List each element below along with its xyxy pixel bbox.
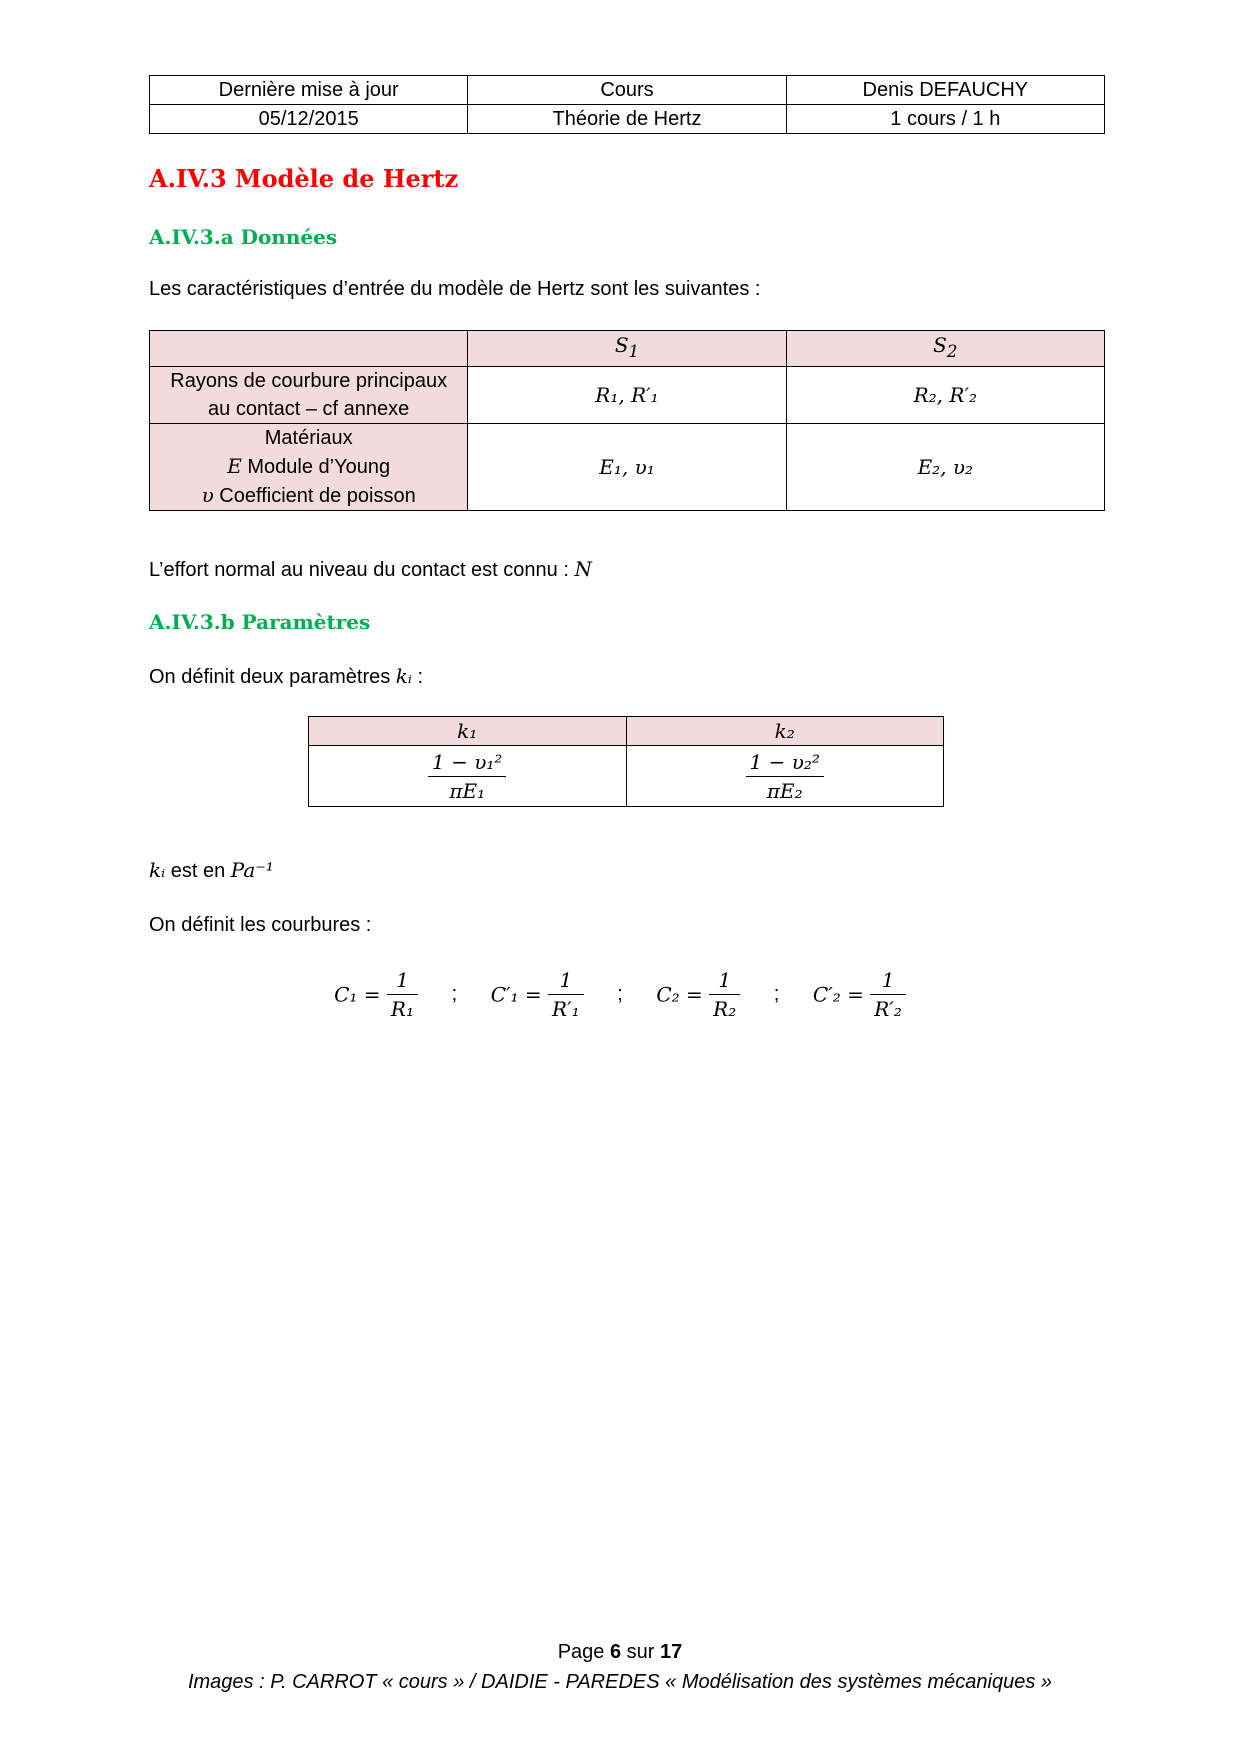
input-data-table — [149, 330, 1105, 511]
equation-lhs: C₂ = — [656, 982, 703, 1007]
table-header-row — [150, 331, 1105, 367]
header-cell: Denis DEFAUCHY — [786, 76, 1104, 105]
fraction-denominator: R₂ — [713, 997, 737, 1021]
equation-lhs: C₁ = — [334, 982, 381, 1007]
unit-value: Pa⁻¹ — [230, 858, 274, 882]
col-header-s2 — [786, 331, 1104, 367]
params-intro-paragraph — [149, 664, 423, 689]
header-cell: Cours — [468, 76, 786, 105]
curvature-equation — [656, 966, 740, 1023]
k-parameters-table — [308, 716, 944, 807]
equation-lhs: C′₁ = — [490, 982, 542, 1007]
cell-materials-s1 — [468, 424, 786, 511]
row-label-line: Matériaux — [264, 427, 353, 449]
header-cell: Théorie de Hertz — [468, 105, 786, 134]
fraction-denominator: R₁ — [390, 997, 414, 1021]
unit-paragraph — [149, 858, 274, 883]
col-header-s2-sym: S — [933, 333, 947, 357]
cell-materials-s2 — [786, 424, 1104, 511]
header-table — [149, 75, 1105, 134]
row-label-line: Rayons de courbure principaux — [170, 370, 448, 392]
unit-text: est en — [165, 860, 231, 882]
equation-fraction — [709, 966, 740, 1023]
effort-paragraph — [149, 557, 592, 582]
k1-fraction — [428, 748, 506, 805]
k1-denominator: πE₁ — [449, 778, 486, 803]
equation-fraction — [870, 966, 906, 1023]
k1-label: k₁ — [457, 718, 478, 743]
header-cell: Dernière mise à jour — [150, 76, 468, 105]
fraction-numerator: 1 — [548, 966, 584, 995]
young-label: Module d’Young — [241, 456, 391, 478]
page-mid: sur — [621, 1641, 661, 1663]
footer-credits: Images : P. CARROT « cours » / DAIDIE - PAREDES « Modélisation des systèmes mécaniques » — [187, 1671, 1053, 1693]
page-prefix: Page — [557, 1641, 610, 1663]
params-intro-symbol: kᵢ — [395, 664, 412, 688]
equation-separator: ; — [451, 983, 458, 1005]
col-header-s1-sub: 1 — [628, 342, 640, 361]
col-header-s2-sub: 2 — [946, 342, 958, 361]
curvature-equation — [491, 966, 584, 1023]
section-title: A.IV.3 Modèle de Hertz — [149, 164, 459, 193]
cell-radii-s1 — [468, 367, 786, 424]
equation-fraction — [387, 966, 418, 1023]
table-row — [150, 424, 1105, 511]
poisson-symbol: υ — [201, 483, 214, 507]
table-header-row — [309, 717, 944, 746]
table-row — [150, 367, 1105, 424]
curvatures-intro: On définit les courbures : — [149, 914, 372, 936]
fraction-numerator: 1 — [870, 966, 906, 995]
col-header-s1-sym: S — [614, 333, 629, 357]
cell-radii-s2 — [786, 367, 1104, 424]
equation-fraction — [548, 966, 584, 1023]
fraction-numerator: 1 — [709, 966, 740, 995]
unit-symbol: kᵢ — [149, 858, 166, 882]
equation-lhs: C′₂ = — [812, 982, 864, 1007]
radii-s1-value: R₁, R′₁ — [595, 382, 659, 407]
current-page: 6 — [609, 1641, 622, 1663]
fraction-denominator: R′₂ — [874, 997, 902, 1021]
row-label-line — [150, 452, 467, 481]
fraction-numerator: 1 — [387, 966, 418, 995]
curvature-equation — [813, 966, 906, 1023]
params-intro-end: : — [411, 666, 424, 688]
materials-s1-value: E₁, υ₁ — [599, 454, 655, 479]
header-row — [150, 105, 1105, 134]
col-header-k2 — [626, 717, 944, 746]
col-header-s1 — [468, 331, 786, 367]
effort-text: L’effort normal au niveau du contact est connu : — [149, 559, 575, 581]
poisson-label: Coefficient de poisson — [213, 485, 416, 507]
k1-numerator: 1 − υ₁² — [428, 748, 506, 777]
header-cell: 05/12/2015 — [150, 105, 468, 134]
row-label-radii — [150, 367, 468, 424]
fraction-denominator: R′₁ — [552, 997, 580, 1021]
radii-s2-value: R₂, R′₂ — [913, 382, 978, 407]
equation-separator: ; — [773, 983, 780, 1005]
cell-k1-formula — [309, 746, 627, 807]
row-label-line: au contact – cf annexe — [208, 398, 410, 420]
subsection-title-b: A.IV.3.b Paramètres — [149, 610, 371, 634]
empty-header-cell — [150, 331, 468, 367]
k2-label: k₂ — [774, 718, 795, 743]
row-label-materials — [150, 424, 468, 511]
subsection-title-a: A.IV.3.a Données — [149, 225, 338, 249]
cell-k2-formula — [626, 746, 944, 807]
effort-symbol: N — [574, 557, 592, 581]
intro-paragraph: Les caractéristiques d’entrée du modèle de Hertz sont les suivantes : — [149, 278, 761, 300]
header-row — [150, 76, 1105, 105]
total-pages: 17 — [660, 1641, 683, 1663]
curvature-equation — [334, 966, 418, 1023]
page-number — [0, 1641, 1240, 1664]
k2-numerator: 1 − υ₂² — [746, 748, 824, 777]
header-cell: 1 cours / 1 h — [786, 105, 1104, 134]
materials-s2-value: E₂, υ₂ — [917, 454, 974, 479]
k2-fraction — [746, 748, 824, 805]
row-label-line — [150, 481, 467, 510]
equation-separator: ; — [617, 983, 623, 1005]
k2-denominator: πE₂ — [766, 778, 803, 803]
curvature-equations — [0, 966, 1240, 1023]
params-intro-text: On définit deux paramètres — [149, 666, 396, 688]
young-symbol: E — [227, 454, 242, 478]
table-row — [309, 746, 944, 807]
col-header-k1 — [309, 717, 627, 746]
